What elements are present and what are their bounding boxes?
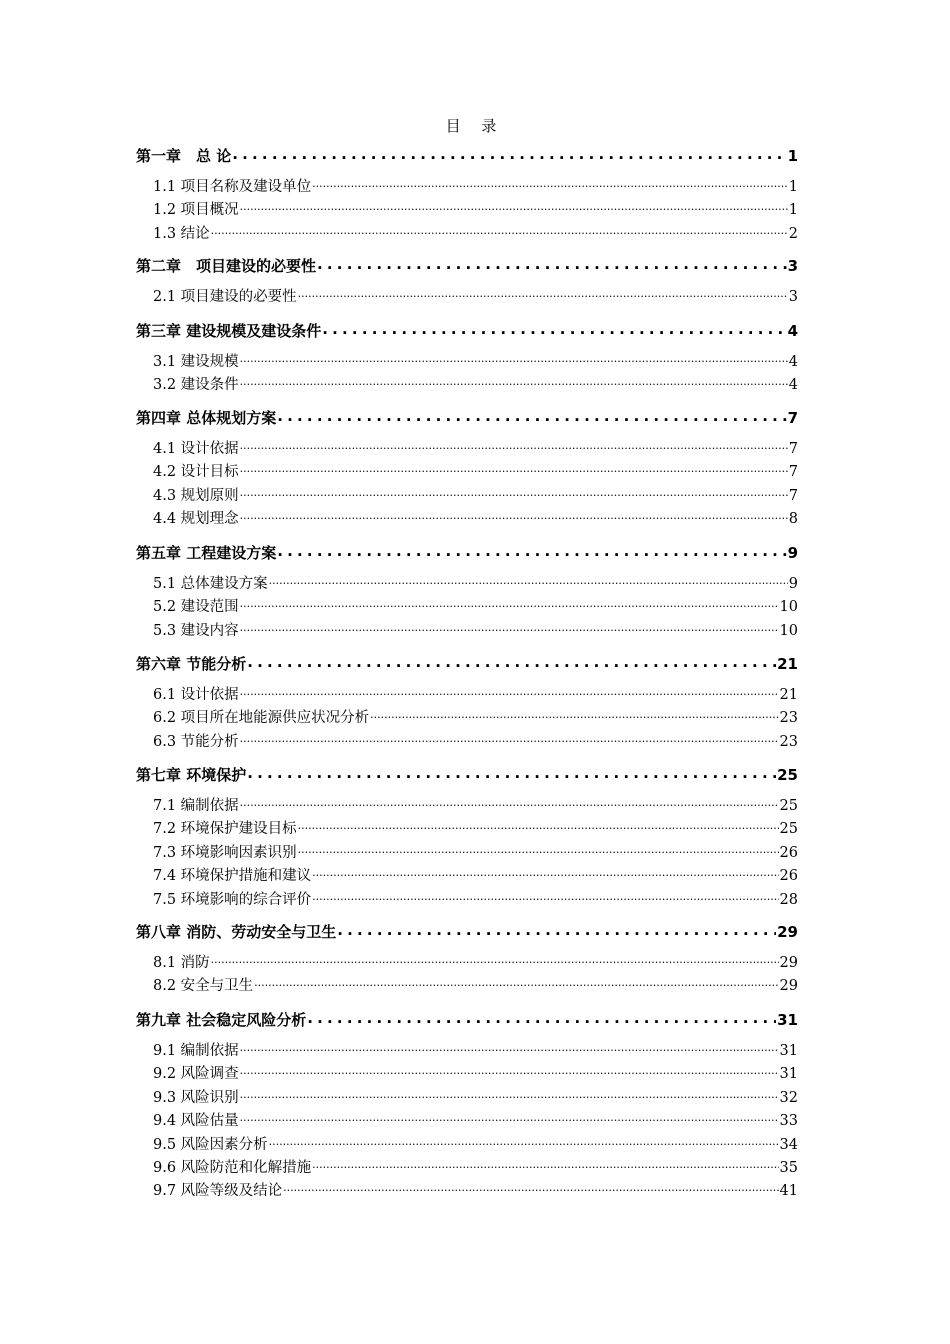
toc-section[interactable] [136, 732, 798, 752]
dot-leader [240, 509, 788, 529]
toc-chapter-label: 第一章 总 论 [136, 147, 232, 165]
toc-chapter-label: 第三章 建设规模及建设条件 [136, 322, 322, 340]
dot-leader [240, 462, 788, 482]
dot-leader [240, 621, 779, 641]
toc-chapter-label: 第六章 节能分析 [136, 655, 247, 673]
toc-page-number: 29 [779, 978, 798, 995]
toc-page-number: 1 [787, 147, 798, 165]
toc-section-label: 9.1 编制依据 [153, 1043, 239, 1059]
toc-page-number: 23 [779, 733, 798, 750]
toc-section[interactable] [136, 866, 798, 886]
dot-leader [240, 732, 779, 752]
dot-leader [317, 256, 787, 276]
toc-section-label: 9.4 风险估量 [153, 1113, 239, 1130]
toc-chapter[interactable] [136, 654, 798, 674]
toc-section[interactable] [136, 843, 798, 863]
toc-page-number: 1 [788, 179, 798, 195]
toc-section[interactable] [136, 574, 798, 594]
toc-section-label: 6.3 节能分析 [153, 733, 239, 750]
toc-page-number: 10 [779, 622, 798, 639]
toc-section-label: 7.2 环境保护建设目标 [153, 821, 297, 838]
dot-leader [211, 224, 788, 244]
toc-page-number: 31 [777, 1011, 798, 1029]
toc-section-label: 8.1 消防 [153, 955, 210, 971]
toc-section-label: 3.1 建设规模 [153, 354, 239, 370]
toc-section-label: 1.2 项目概况 [153, 202, 239, 219]
toc-page-number: 28 [779, 891, 798, 908]
dot-leader [269, 1135, 779, 1155]
toc-chapter[interactable] [136, 146, 798, 166]
toc-page-number: 26 [779, 868, 798, 885]
toc-section-label: 1.3 结论 [153, 225, 210, 242]
dot-leader [322, 321, 786, 341]
toc-page-number: 29 [777, 923, 798, 941]
toc-section-label: 4.4 规划理念 [153, 511, 239, 528]
toc-section-label: 7.5 环境影响的综合评价 [153, 891, 312, 908]
toc-section[interactable] [136, 819, 798, 839]
toc-section[interactable] [136, 1181, 798, 1201]
toc-section[interactable] [136, 439, 798, 459]
dot-leader [277, 543, 786, 563]
toc-section[interactable] [136, 509, 798, 529]
toc-section[interactable] [136, 708, 798, 728]
toc-page-number: 4 [788, 377, 798, 394]
dot-leader [312, 866, 778, 886]
toc-page-number: 41 [779, 1183, 798, 1200]
toc-chapter-label: 第九章 社会稳定风险分析 [136, 1011, 307, 1029]
toc-page-number: 23 [779, 710, 798, 727]
toc-section-label: 6.2 项目所在地能源供应状况分析 [153, 710, 370, 727]
toc-section-label: 6.1 设计依据 [153, 687, 239, 703]
page-title: 目 录 [445, 117, 505, 135]
toc-section-label: 9.5 风险因素分析 [153, 1136, 268, 1153]
toc-page-number: 21 [777, 655, 798, 673]
toc-section[interactable] [136, 177, 798, 197]
dot-leader [337, 922, 776, 942]
toc-page-number: 4 [787, 322, 798, 340]
toc-page-number: 7 [788, 464, 798, 481]
toc-page-number: 2 [788, 225, 798, 242]
toc-page-number: 32 [779, 1089, 798, 1106]
toc-section-label: 3.2 建设条件 [153, 377, 239, 394]
dot-leader [247, 654, 776, 674]
dot-leader [277, 408, 786, 428]
toc-section-label: 7.3 环境影响因素识别 [153, 844, 297, 861]
toc-page-number: 35 [779, 1160, 798, 1176]
toc-page-number: 33 [779, 1113, 798, 1130]
dot-leader [269, 574, 788, 594]
dot-leader [254, 976, 778, 996]
dot-leader [298, 843, 779, 863]
dot-leader [247, 765, 776, 785]
toc-section[interactable] [136, 976, 798, 996]
toc-page-number: 31 [779, 1066, 798, 1083]
dot-leader [283, 1181, 778, 1201]
toc-section[interactable] [136, 1064, 798, 1084]
toc-page-number: 25 [779, 798, 798, 814]
toc-chapter[interactable] [136, 922, 798, 942]
toc-page-number: 25 [777, 766, 798, 784]
toc-section[interactable] [136, 597, 798, 617]
toc-chapter-label: 第五章 工程建设方案 [136, 544, 277, 562]
toc-page-number: 26 [779, 844, 798, 861]
toc-page-number: 1 [788, 202, 798, 219]
toc-page-number: 29 [779, 955, 798, 971]
toc-chapter[interactable] [136, 543, 798, 563]
toc-chapter[interactable] [136, 1010, 798, 1030]
dot-leader [240, 597, 779, 617]
toc-section-label: 4.2 设计目标 [153, 464, 239, 481]
dot-leader [240, 200, 788, 220]
dot-leader [298, 819, 779, 839]
toc-section-label: 4.3 规划原则 [153, 487, 239, 504]
dot-leader [240, 1088, 779, 1108]
toc-page-number: 4 [788, 354, 798, 370]
toc-section-label: 7.1 编制依据 [153, 798, 239, 814]
toc-section[interactable] [136, 1135, 798, 1155]
toc-chapter[interactable] [136, 765, 798, 785]
dot-leader [232, 146, 786, 166]
dot-leader [312, 177, 788, 197]
toc-section[interactable] [136, 200, 798, 220]
toc-chapter[interactable] [136, 408, 798, 428]
toc-section[interactable] [136, 890, 798, 910]
dot-leader [240, 375, 788, 395]
dot-leader [240, 1064, 779, 1084]
dot-leader [312, 890, 778, 910]
toc-chapter-label: 第四章 总体规划方案 [136, 409, 277, 427]
toc-page-number: 31 [779, 1043, 798, 1059]
toc-chapter[interactable] [136, 256, 798, 276]
toc-section[interactable] [136, 1111, 798, 1131]
toc-section-label: 9.3 风险识别 [153, 1089, 239, 1106]
dot-leader [240, 1111, 779, 1131]
toc-page-number: 8 [788, 511, 798, 528]
dot-leader [307, 1010, 776, 1030]
toc-page-number: 10 [779, 599, 798, 616]
toc-section[interactable] [136, 685, 798, 705]
dot-leader [298, 287, 788, 307]
toc-section[interactable] [136, 224, 798, 244]
dot-leader [211, 953, 779, 973]
toc-section[interactable] [136, 352, 798, 372]
toc-page-number: 3 [787, 257, 798, 275]
dot-leader [312, 1158, 778, 1178]
toc-section[interactable] [136, 287, 798, 307]
toc-chapter[interactable] [136, 321, 798, 341]
toc-section-label: 9.7 风险等级及结论 [153, 1183, 283, 1200]
toc-section[interactable] [136, 486, 798, 506]
toc-section-label: 9.2 风险调查 [153, 1066, 239, 1083]
toc-section-label: 4.1 设计依据 [153, 441, 239, 457]
dot-leader [240, 796, 779, 816]
toc-page-number: 7 [788, 441, 798, 457]
dot-leader [240, 486, 788, 506]
dot-leader [240, 439, 788, 459]
toc-chapter-label: 第八章 消防、劳动安全与卫生 [136, 923, 337, 941]
toc-section[interactable] [136, 1088, 798, 1108]
dot-leader [240, 352, 788, 372]
toc-section-label: 9.6 风险防范和化解措施 [153, 1160, 312, 1176]
dot-leader [370, 708, 778, 728]
toc-section-label: 5.2 建设范围 [153, 599, 239, 616]
toc-section[interactable] [136, 1158, 798, 1178]
toc-section[interactable] [136, 796, 798, 816]
toc-section-label: 8.2 安全与卫生 [153, 978, 254, 995]
toc-section[interactable] [136, 953, 798, 973]
toc-section-label: 5.3 建设内容 [153, 622, 239, 639]
toc-section-label: 7.4 环境保护措施和建议 [153, 868, 312, 885]
toc-chapter-label: 第二章 项目建设的必要性 [136, 257, 317, 275]
dot-leader [240, 685, 779, 705]
toc-page-number: 21 [779, 687, 798, 703]
toc-section[interactable] [136, 375, 798, 395]
toc-page-number: 3 [788, 289, 798, 305]
toc-page-number: 9 [788, 576, 798, 592]
toc-chapter-label: 第七章 环境保护 [136, 766, 247, 784]
toc-section[interactable] [136, 621, 798, 641]
toc-section-label: 1.1 项目名称及建设单位 [153, 179, 312, 195]
toc-section-label: 5.1 总体建设方案 [153, 576, 268, 592]
toc-page-number: 25 [779, 821, 798, 838]
toc-section[interactable] [136, 462, 798, 482]
toc-page-number: 7 [788, 487, 798, 504]
dot-leader [240, 1041, 779, 1061]
toc-page-number: 34 [779, 1136, 798, 1153]
toc-section[interactable] [136, 1041, 798, 1061]
toc-section-label: 2.1 项目建设的必要性 [153, 289, 297, 305]
toc-page-number: 9 [787, 544, 798, 562]
toc-page-number: 7 [787, 409, 798, 427]
